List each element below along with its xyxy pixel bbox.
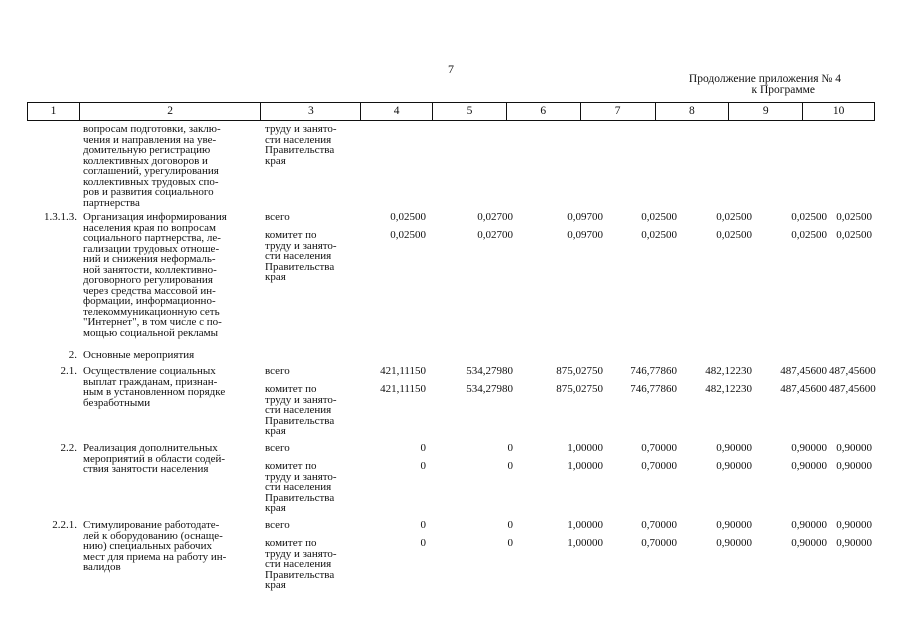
- measure-name: [83, 366, 255, 408]
- annex-line-1: Продолжение приложения № 4: [688, 73, 841, 85]
- value-cell: 0: [507, 519, 513, 531]
- funding-source-line: труду и занято-: [265, 123, 337, 135]
- funding-source-line: комитет по: [265, 229, 317, 241]
- measure-name: [83, 350, 255, 361]
- value-cell: 1,00000: [567, 519, 603, 531]
- value-cell: 482,12230: [705, 383, 752, 395]
- funding-source-line: Правительства: [265, 144, 335, 156]
- measure-name: [83, 520, 255, 573]
- table-header: [27, 102, 875, 121]
- value-cell: 0,90000: [791, 460, 827, 472]
- value-cell: 487,45600: [780, 383, 827, 395]
- funding-source-line: Правительства: [265, 568, 335, 581]
- measure-name-line: "Интернет", в том числе с по-: [83, 316, 222, 328]
- funding-source-line: труду и занято-: [265, 393, 337, 406]
- value-cell: 0,02500: [791, 211, 827, 223]
- value-cell: 0: [420, 442, 426, 454]
- value-cell: 0,02500: [791, 229, 827, 241]
- value-cell: 0,02500: [390, 229, 426, 241]
- funding-source-line: всего: [265, 211, 290, 223]
- measure-name-line: Стимулирование работодате-: [83, 519, 220, 531]
- value-cell: 875,02750: [556, 383, 603, 395]
- measure-name-line: договорного регулирования: [83, 274, 213, 286]
- value-cell: 421,11150: [380, 365, 426, 377]
- value-cell: 0: [507, 537, 513, 549]
- page-number: 7: [448, 62, 454, 76]
- value-cell: 0: [507, 460, 513, 472]
- funding-source-line: сти населения: [265, 558, 332, 570]
- value-cell: 0,90000: [836, 460, 872, 472]
- value-cell: 0,02500: [716, 211, 752, 223]
- measure-name-line: чения и направления на уве-: [83, 133, 217, 146]
- value-cell: 0,90000: [716, 442, 752, 454]
- measure-name-line: мероприятий в области содей-: [83, 452, 226, 465]
- value-cell: 0,02700: [477, 211, 513, 223]
- funding-source-line: края: [265, 579, 286, 591]
- measure-name-line: соглашений, урегулирования: [83, 165, 219, 177]
- measure-name-line: ным в установленном порядке: [83, 386, 226, 398]
- header-col-4: 4: [361, 103, 433, 120]
- value-cell: 0,02700: [477, 229, 513, 241]
- measure-name-line: домительную регистрацию: [83, 144, 211, 156]
- value-cell: 0,90000: [791, 519, 827, 531]
- header-col-6: 6: [507, 103, 581, 120]
- value-cell: 0,02500: [836, 211, 872, 223]
- measure-name-line: валидов: [83, 561, 121, 573]
- funding-source-line: края: [265, 425, 286, 437]
- measure-name-line: лей к оборудованию (оснаще-: [83, 529, 223, 542]
- row-number: 2.1.: [60, 365, 77, 377]
- value-cell: 0,02500: [641, 211, 677, 223]
- header-col-9: 9: [729, 103, 803, 120]
- measure-name-line: населения края по вопросам: [83, 221, 216, 234]
- value-cell: 0,70000: [641, 460, 677, 472]
- funding-source-line: комитет по: [265, 460, 317, 472]
- value-cell: 0,90000: [716, 519, 752, 531]
- funding-source-line: всего: [265, 442, 290, 454]
- measure-name-line: Организация информирования: [83, 211, 227, 223]
- funding-source-line: сти населения: [265, 250, 332, 262]
- value-cell: 1,00000: [567, 442, 603, 454]
- value-cell: 487,45600: [829, 365, 876, 377]
- value-cell: 1,00000: [567, 537, 603, 549]
- measure-name-line: безработными: [83, 396, 151, 409]
- measure-name: [83, 443, 255, 475]
- funding-source-line: труду и занято-: [265, 547, 337, 560]
- measure-name: [83, 124, 255, 208]
- value-cell: 487,45600: [829, 383, 876, 395]
- value-cell: 0,90000: [836, 537, 872, 549]
- funding-source-line: всего: [265, 365, 290, 377]
- measure-name-line: Основные мероприятия: [83, 349, 195, 361]
- measure-name-line: телекоммуникационную сеть: [83, 305, 220, 318]
- value-cell: 0,70000: [641, 537, 677, 549]
- annex-caption: [640, 74, 841, 96]
- value-cell: 0,02500: [390, 211, 426, 223]
- value-cell: 534,27980: [466, 365, 513, 377]
- measure-name-line: мощью социальной рекламы: [83, 326, 219, 339]
- header-col-2: 2: [80, 103, 262, 120]
- value-cell: 0,90000: [836, 519, 872, 531]
- value-cell: 0,90000: [716, 460, 752, 472]
- funding-source-line: комитет по: [265, 537, 317, 549]
- value-cell: 0,09700: [567, 211, 603, 223]
- value-cell: 482,12230: [705, 365, 752, 377]
- funding-source-line: сти населения: [265, 481, 332, 493]
- measure-name-line: нию) специальных рабочих: [83, 540, 212, 552]
- measure-name-line: через средства массовой ин-: [83, 284, 216, 297]
- row-number: 2.2.1.: [52, 519, 77, 531]
- value-cell: 487,45600: [780, 365, 827, 377]
- funding-source-line: сти населения: [265, 133, 332, 146]
- measure-name-line: коллективных договоров и: [83, 154, 208, 167]
- value-cell: 0: [420, 519, 426, 531]
- measure-name-line: партнерства: [83, 196, 140, 209]
- value-cell: 0,90000: [791, 537, 827, 549]
- row-number: 1.3.1.3.: [44, 211, 77, 223]
- annex-line-2: к Программе: [751, 84, 815, 96]
- value-cell: 0: [507, 442, 513, 454]
- measure-name-line: выплат гражданам, признан-: [83, 375, 218, 388]
- funding-source-line: Правительства: [265, 491, 335, 504]
- value-cell: 0,02500: [836, 229, 872, 241]
- measure-name-line: ров и развития социального: [83, 186, 214, 198]
- header-col-10: 10: [832, 105, 845, 117]
- header-col-8: 8: [656, 103, 730, 120]
- measure-name-line: коллективных трудовых спо-: [83, 175, 219, 188]
- funding-source-line: края: [265, 502, 286, 514]
- value-cell: 0,09700: [567, 229, 603, 241]
- measure-name-line: ний и снижения неформаль-: [83, 253, 216, 265]
- value-cell: 0,70000: [641, 442, 677, 454]
- measure-name-line: Реализация дополнительных: [83, 442, 218, 454]
- value-cell: 534,27980: [466, 383, 513, 395]
- value-cell: 0: [420, 460, 426, 472]
- funding-source: [265, 124, 355, 166]
- row-number: 2.: [68, 349, 77, 361]
- funding-source-line: труду и занято-: [265, 239, 337, 252]
- value-cell: 0,90000: [836, 442, 872, 454]
- measure-name-line: ствия занятости населения: [83, 463, 209, 475]
- measure-name-line: мест для приема на работу ин-: [83, 550, 227, 563]
- row-number: 2.2.: [60, 442, 77, 454]
- value-cell: 0,70000: [641, 519, 677, 531]
- value-cell: 1,00000: [567, 460, 603, 472]
- value-cell: 0,02500: [641, 229, 677, 241]
- funding-source-line: края: [265, 154, 286, 167]
- funding-source-line: комитет по: [265, 383, 317, 395]
- header-col-5: 5: [433, 103, 507, 120]
- value-cell: 0,90000: [716, 537, 752, 549]
- measure-name-line: гализации трудовых отноше-: [83, 242, 220, 255]
- header-col-7: 7: [581, 103, 656, 120]
- funding-source-line: Правительства: [265, 414, 335, 427]
- header-col-1: 1: [28, 103, 80, 120]
- funding-source-line: края: [265, 271, 286, 283]
- measure-name-line: Осуществление социальных: [83, 365, 216, 377]
- funding-source-line: всего: [265, 519, 290, 531]
- measure-name: [83, 212, 255, 338]
- value-cell: 421,11150: [380, 383, 426, 395]
- value-cell: 746,77860: [630, 383, 677, 395]
- measure-name-line: вопросам подготовки, заклю-: [83, 123, 221, 135]
- funding-source-line: Правительства: [265, 260, 335, 273]
- measure-name-line: формации, информационно-: [83, 295, 216, 307]
- measure-name-line: социального партнерства, ле-: [83, 232, 221, 244]
- header-col-3: 3: [261, 103, 361, 120]
- funding-source-line: сти населения: [265, 404, 332, 416]
- value-cell: 0,90000: [791, 442, 827, 454]
- value-cell: 0,02500: [716, 229, 752, 241]
- funding-source-line: труду и занято-: [265, 470, 337, 483]
- measure-name-line: ной занятости, коллективно-: [83, 263, 217, 276]
- value-cell: 875,02750: [556, 365, 603, 377]
- value-cell: 0: [420, 537, 426, 549]
- value-cell: 746,77860: [630, 365, 677, 377]
